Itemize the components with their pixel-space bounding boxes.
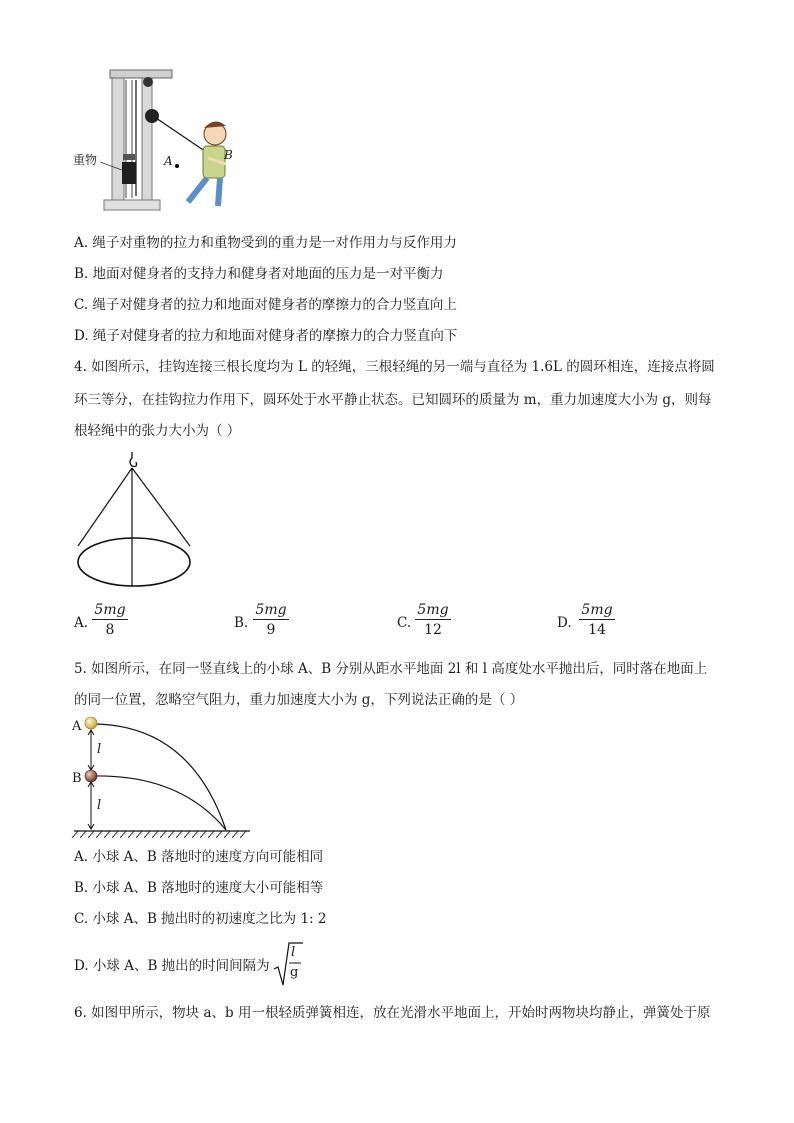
length-label-upper: l — [97, 742, 102, 757]
sqrt-sign-icon — [273, 941, 303, 987]
projectile-diagram — [70, 714, 254, 842]
q6-stem-line-1: 6. 如图甲所示，物块 a、b 用一根轻质弹簧相连，放在光滑水平地面上，开始时两物块均静止，弹簧处于原 — [74, 1005, 711, 1021]
projectile-figure — [70, 714, 254, 842]
q4-option-c-letter: C. — [397, 615, 412, 631]
q5-stem-line-2: 的同一位置，忽略空气阻力，重力加速度大小为 g，下列说法正确的是（ ） — [74, 692, 524, 708]
q5-option-b: B. 小球 A、B 落地时的速度大小可能相等 — [74, 880, 324, 896]
hook-ring-diagram — [72, 448, 196, 588]
q4-option-b-fraction — [253, 602, 289, 638]
q3-option-a: A. 绳子对重物的拉力和重物受到的重力是一对作用力与反作用力 — [74, 235, 457, 251]
q4-option-d-fraction — [579, 602, 615, 638]
q4-option-c-denominator: 12 — [424, 622, 442, 638]
q4-option-b-denominator: 9 — [266, 622, 276, 638]
q4-option-a-numerator: 5mg — [94, 602, 126, 618]
q5-stem-line-1: 5. 如图所示，在同一竖直线上的小球 A、B 分别从距水平地面 2l 和 l 高度处水平抛出后，同时落在地面上 — [74, 661, 708, 677]
sqrt-numerator: l — [291, 945, 296, 960]
q5-option-d: D. 小球 A、B 抛出的时间间隔为 — [74, 958, 270, 974]
q4-option-c-fraction — [415, 602, 451, 638]
cable-machine-figure — [70, 66, 250, 216]
q4-option-d-letter: D. — [557, 615, 572, 631]
ball-a-label: A — [72, 719, 82, 734]
hook-ring-figure — [72, 448, 196, 588]
point-a-label: A — [164, 154, 173, 168]
weight-label: 重物 — [73, 153, 98, 167]
sqrt-denominator: g — [290, 965, 299, 980]
length-label-lower: l — [97, 798, 102, 813]
point-b-label: B — [224, 148, 233, 162]
q5-option-c: C. 小球 A、B 抛出时的初速度之比为 1: 2 — [74, 911, 327, 927]
q4-stem-line-1: 4. 如图所示，挂钩连接三根长度均为 L 的轻绳，三根轻绳的另一端与直径为 1.6L 的圆环相连，连接点将圆 — [74, 359, 715, 375]
q3-option-b: B. 地面对健身者的支持力和健身者对地面的压力是一对平衡力 — [74, 266, 444, 282]
ball-a-icon — [85, 717, 97, 729]
q5-option-a: A. 小球 A、B 落地时的速度方向可能相同 — [74, 849, 324, 865]
q4-option-c-numerator: 5mg — [417, 602, 449, 618]
q5-option-d-sqrt — [273, 941, 303, 987]
q4-option-b-numerator: 5mg — [255, 602, 287, 618]
q4-option-a-letter: A. — [74, 615, 89, 631]
q3-option-c: C. 绳子对健身者的拉力和地面对健身者的摩擦力的合力竖直向上 — [74, 297, 457, 313]
q3-option-d: D. 绳子对健身者的拉力和地面对健身者的摩擦力的合力竖直向下 — [74, 328, 458, 344]
q4-stem-line-3: 根轻绳中的张力大小为（ ） — [74, 423, 241, 439]
q4-option-a-fraction — [92, 602, 128, 638]
q4-option-d-denominator: 14 — [588, 622, 606, 638]
ball-b-label: B — [72, 771, 82, 786]
hook-icon — [130, 452, 137, 467]
q4-stem-line-2: 环三等分，在挂钩拉力作用下，圆环处于水平静止状态。已知圆环的质量为 m，重力加速度大小为 g，则每 — [74, 392, 712, 408]
ball-b-icon — [85, 770, 97, 782]
q4-option-a-denominator: 8 — [105, 622, 115, 638]
cable-machine-illustration — [70, 66, 250, 216]
q4-option-b-letter: B. — [234, 615, 249, 631]
q4-option-d-numerator: 5mg — [581, 602, 613, 618]
